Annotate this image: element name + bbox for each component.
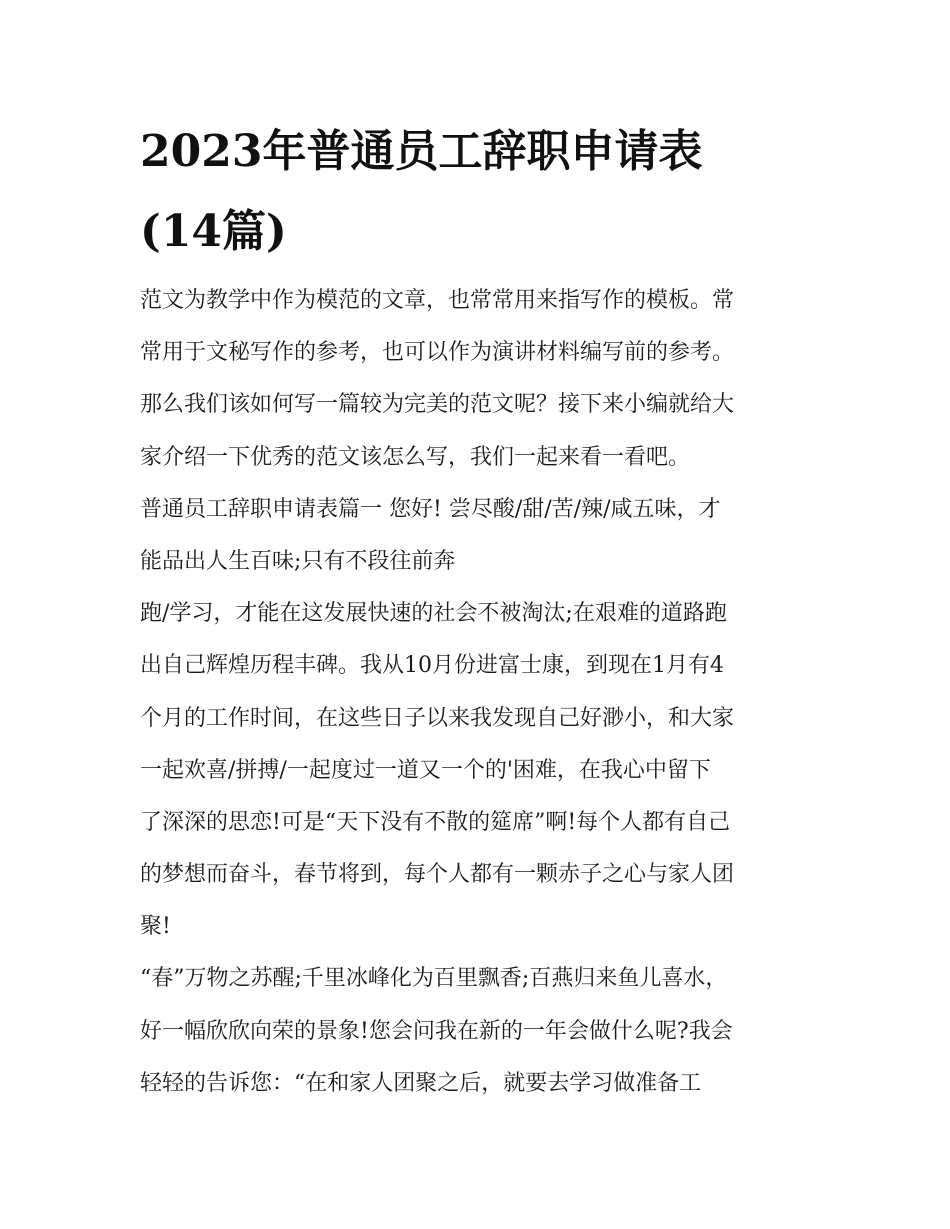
title-line: (14篇) [140,206,287,257]
text-line: 家介绍一下优秀的范文该怎么写，我们一起来看一看吧。 [140,444,691,470]
text-line: 的梦想而奋斗，春节将到，每个人都有一颗赤子之心与家人团 [140,862,735,888]
text-line: 一起欢喜/拼搏/一起度过一道又一个的'困难，在我心中留下 [140,757,711,783]
text-line: 范文为教学中作为模范的文章，也常常用来指写作的模板。常 [140,288,735,313]
text-line: 聚! [140,914,171,940]
text-line: 能品出人生百味;只有不段往前奔 [140,548,456,574]
text-line: 那么我们该如何写一篇较为完美的范文呢？接下来小编就给大 [140,392,735,418]
text-line: 个月的工作时间，在这些日子以来我发现自己好渺小，和大家 [140,705,735,731]
text-line: 了深深的思恋!可是“天下没有不散的筵席”啊!每个人都有自己 [140,809,731,835]
text-line: 跑/学习，才能在这发展快速的社会不被淘汰;在艰难的道路跑 [140,601,727,627]
text-line: 普通员工辞职申请表篇一 您好! 尝尽酸/甜/苦/辣/咸五味，才 [140,496,721,522]
text-line: 出自己辉煌历程丰碑。我从10月份进富士康，到现在1月有4 [140,653,724,679]
document-body [140,281,820,1116]
text-line: “春”万物之苏醒;千里冰峰化为百里飘香;百燕归来鱼儿喜水， [140,966,728,992]
text-line: 好一幅欣欣向荣的景象!您会问我在新的一年会做什么呢?我会 [140,1018,733,1044]
text-line: 常用于文秘写作的参考，也可以作为演讲材料编写前的参考。 [140,340,735,366]
title-line: 2023年普通员工辞职申请表 [140,126,703,177]
text-line: 轻轻的告诉您：“在和家人团聚之后，就要去学习做准备工 [140,1070,702,1096]
document-title [140,112,820,272]
